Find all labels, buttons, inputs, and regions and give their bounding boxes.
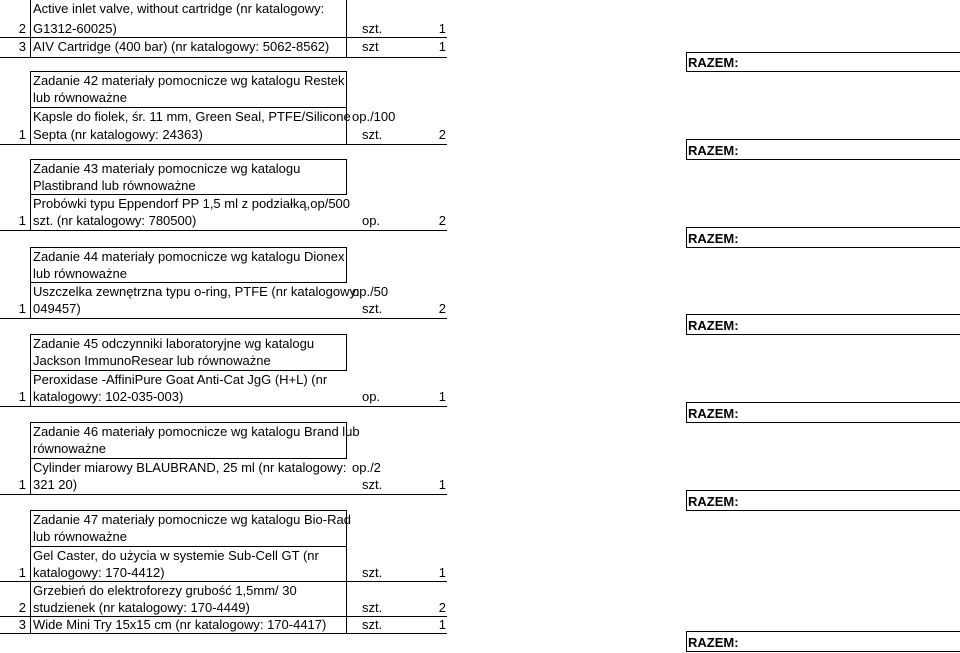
row-number: 1 — [18, 301, 26, 316]
unit: szt — [362, 39, 379, 54]
razem-label: RAZEM: — [688, 494, 739, 509]
quantity: 1 — [438, 21, 446, 36]
item-description-line: AIV Cartridge (400 bar) (nr katalogowy: 5062-8562) — [33, 39, 330, 54]
section-header: lub równoważne — [33, 266, 127, 281]
item-description-line: 049457) — [33, 301, 81, 316]
unit: op./50 — [352, 284, 389, 299]
item-description-line: katalogowy: 170-4412) — [33, 565, 165, 580]
row-number: 1 — [18, 477, 26, 492]
section-header: Zadanie 46 materiały pomocnicze wg katalogu Brand lub — [33, 424, 360, 439]
item-description-line: Cylinder miarowy BLAUBRAND, 25 ml (nr katalogowy: — [33, 460, 347, 475]
item-description-line: Probówki typu Eppendorf PP 1,5 ml z podziałką,op/500 — [33, 196, 351, 211]
unit: szt. — [362, 127, 383, 142]
unit: op./100 — [352, 109, 396, 124]
section-header: Zadanie 47 materiały pomocnicze wg katalogu Bio-Rad — [33, 512, 351, 527]
razem-label: RAZEM: — [688, 231, 739, 246]
unit: op./2 — [352, 460, 381, 475]
unit: szt. — [362, 617, 383, 632]
section-header: równoważne — [33, 441, 106, 456]
item-description-line: studzienek (nr katalogowy: 170-4449) — [33, 600, 250, 615]
row-number: 2 — [18, 600, 26, 615]
item-description-line: Active inlet valve, without cartridge (nr katalogowy: — [33, 1, 325, 16]
section-header: Plastibrand lub równoważne — [33, 178, 196, 193]
section-header: Jackson ImmunoResear lub równoważne — [33, 353, 271, 368]
row-number: 1 — [18, 389, 26, 404]
unit: op. — [362, 389, 381, 404]
quantity: 2 — [438, 301, 446, 316]
item-description-line: Grzebień do elektroforezy grubość 1,5mm/ 30 — [33, 583, 297, 598]
razem-label: RAZEM: — [688, 318, 739, 333]
quantity: 1 — [438, 39, 446, 54]
item-description-line: Septa (nr katalogowy: 24363) — [33, 127, 203, 142]
quantity: 2 — [438, 213, 446, 228]
item-description-line: szt. (nr katalogowy: 780500) — [33, 213, 197, 228]
unit: szt. — [362, 477, 383, 492]
quantity: 2 — [438, 600, 446, 615]
razem-label: RAZEM: — [688, 406, 739, 421]
item-description-line: G1312-60025) — [33, 21, 117, 36]
row-number: 1 — [18, 565, 26, 580]
unit: szt. — [362, 600, 383, 615]
row-number: 1 — [18, 213, 26, 228]
row-number: 3 — [18, 617, 26, 632]
quantity: 2 — [438, 127, 446, 142]
quantity: 1 — [438, 617, 446, 632]
section-header: Zadanie 42 materiały pomocnicze wg katalogu Restek — [33, 73, 345, 88]
razem-label: RAZEM: — [688, 635, 739, 650]
quantity: 1 — [438, 389, 446, 404]
section-header: Zadanie 45 odczynniki laboratoryjne wg katalogu — [33, 336, 315, 351]
unit: szt. — [362, 21, 383, 36]
unit: szt. — [362, 301, 383, 316]
item-description-line: Wide Mini Try 15x15 cm (nr katalogowy: 170-4417) — [33, 617, 327, 632]
item-description-line: Kapsle do fiolek, śr. 11 mm, Green Seal, PTFE/Silicone — [33, 109, 351, 124]
section-header: lub równoważne — [33, 90, 127, 105]
quantity: 1 — [438, 565, 446, 580]
item-description-line: Gel Caster, do użycia w systemie Sub-Cell GT (nr — [33, 548, 319, 563]
section-header: lub równoważne — [33, 529, 127, 544]
unit: szt. — [362, 565, 383, 580]
section-header: Zadanie 44 materiały pomocnicze wg katalogu Dionex — [33, 249, 345, 264]
item-description-line: katalogowy: 102-035-003) — [33, 389, 184, 404]
row-number: 3 — [18, 39, 26, 54]
row-number: 1 — [18, 127, 26, 142]
section-header: Zadanie 43 materiały pomocnicze wg katalogu — [33, 161, 301, 176]
row-number: 2 — [18, 21, 26, 36]
unit: op. — [362, 213, 381, 228]
item-description-line: Peroxidase -AffiniPure Goat Anti-Cat JgG (H+L) (nr — [33, 372, 328, 387]
razem-label: RAZEM: — [688, 143, 739, 158]
item-description-line: 321 20) — [33, 477, 78, 492]
quantity: 1 — [438, 477, 446, 492]
razem-label: RAZEM: — [688, 55, 739, 70]
item-description-line: Uszczelka zewnętrzna typu o-ring, PTFE (nr katalogowy: — [33, 284, 360, 299]
